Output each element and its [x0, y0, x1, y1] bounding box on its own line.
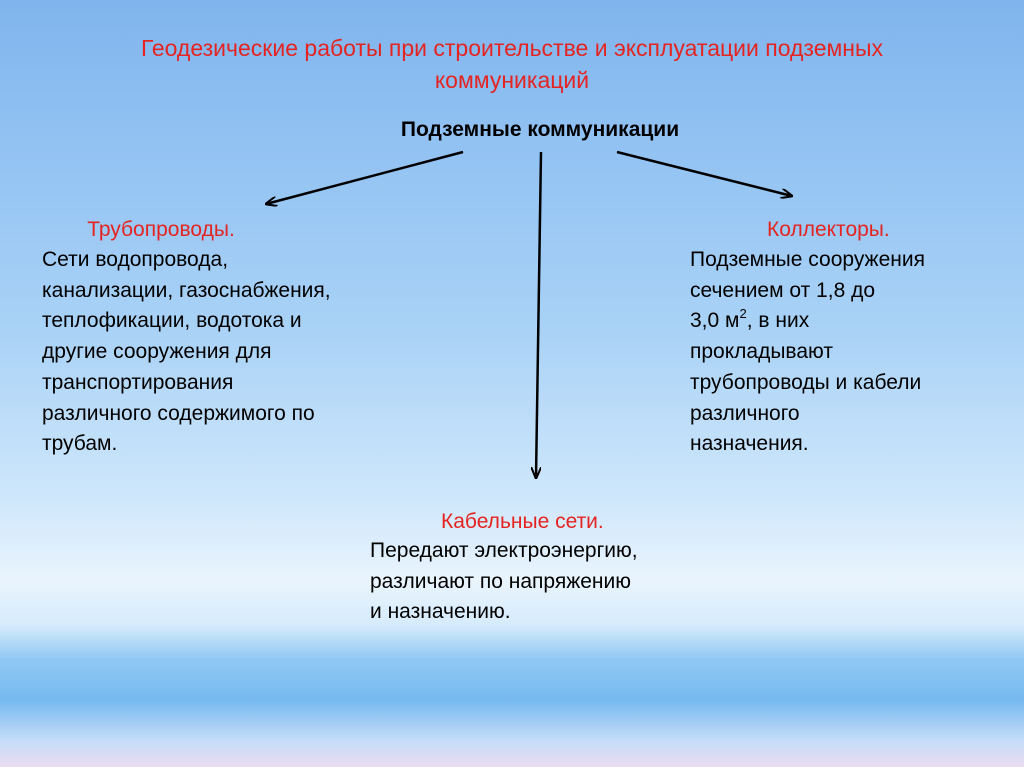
pipelines-heading-wrap: [41, 218, 441, 242]
cables-line: различают по напряжению: [370, 569, 632, 593]
arrow-to-cables: [536, 152, 541, 478]
pipelines-line: теплофикации, водотока и: [42, 309, 302, 333]
collectors-line: прокладывают: [690, 340, 833, 364]
slide-title-line-1: Геодезические работы при строительстве и эксплуатации подземных: [140, 35, 884, 61]
pipelines-line: различного содержимого по: [42, 401, 315, 425]
pipelines-line: канализации, газоснабжения,: [42, 278, 331, 302]
collectors-line: сечением от 1,8 до: [690, 278, 876, 302]
arrow-to-pipelines: [266, 152, 463, 204]
collectors-line: трубопроводы и кабели: [690, 370, 922, 394]
collectors-line: Подземные сооружения: [690, 248, 925, 271]
cables-description: [370, 536, 638, 628]
collectors-description: [690, 245, 925, 460]
collectors-line: [690, 306, 925, 337]
collectors-heading: Коллекторы.: [767, 218, 890, 241]
collectors-line-3-suffix: , в них: [746, 309, 810, 333]
collectors-line: назначения.: [690, 432, 809, 456]
root-node: Подземные коммуникации: [400, 118, 680, 141]
pipelines-line: транспортирования: [42, 370, 234, 394]
cables-heading: Кабельные сети.: [441, 510, 604, 533]
cables-line: и назначению.: [370, 600, 511, 624]
pipelines-heading: Трубопроводы.: [87, 218, 235, 241]
collectors-line-3-prefix: 3,0 м: [690, 309, 740, 333]
slide-title-line-2: коммуникаций: [434, 67, 590, 93]
arrow-to-collectors: [617, 152, 792, 196]
pipelines-line: Сети водопровода,: [42, 248, 229, 271]
pipelines-line: трубам.: [42, 432, 118, 456]
collectors-line: различного: [690, 401, 800, 425]
collectors-superscript: 2: [739, 306, 747, 322]
cables-line: Передают электроэнергию,: [370, 539, 638, 562]
pipelines-line: другие сооружения для: [42, 340, 272, 364]
pipelines-description: [42, 245, 331, 460]
